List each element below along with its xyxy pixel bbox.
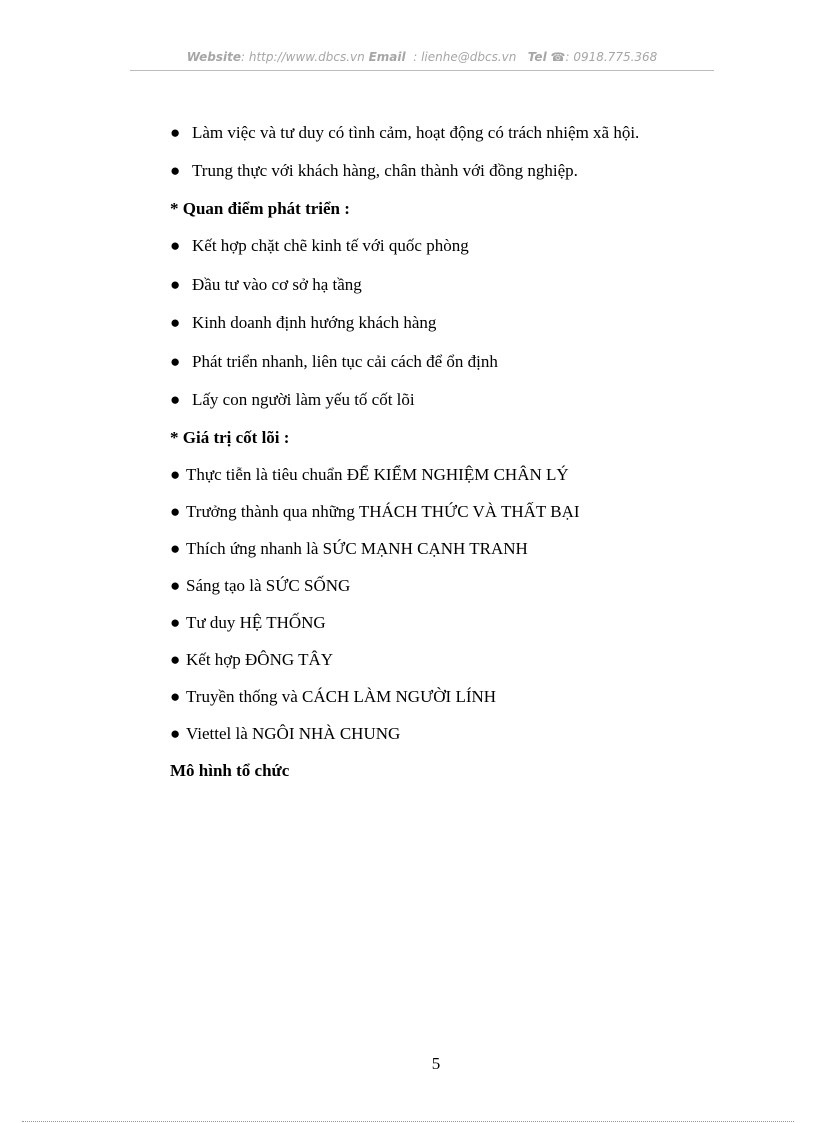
list-item: ● Phát triển nhanh, liên tục cải cách để ổn định xyxy=(170,352,498,371)
development-heading: * Quan điểm phát triển : xyxy=(170,199,350,218)
bullet-icon: ● xyxy=(170,352,181,371)
bullet-icon: ● xyxy=(170,502,181,521)
list-item: ● Đầu tư vào cơ sở hạ tầng xyxy=(170,275,362,294)
tel-value: : 0918.775.368 xyxy=(565,50,658,64)
email-value: : lienhe@dbcs.vn xyxy=(413,50,517,64)
list-item: ● Kinh doanh định hướng khách hàng xyxy=(170,313,437,332)
list-item: ● Thích ứng nhanh là SỨC MẠNH CẠNH TRANH xyxy=(170,539,528,558)
header-divider xyxy=(130,70,714,71)
bullet-icon: ● xyxy=(170,576,181,595)
bullet-icon: ● xyxy=(170,687,181,706)
bullet-icon: ● xyxy=(170,123,181,142)
list-item: ● Trung thực với khách hàng, chân thành với đồng nghiệp. xyxy=(170,161,578,180)
list-item: ● Làm việc và tư duy có tình cảm, hoạt động có trách nhiệm xã hội. xyxy=(170,123,640,142)
bullet-icon: ● xyxy=(170,539,181,558)
bullet-icon: ● xyxy=(170,313,181,332)
page-number: 5 xyxy=(431,1054,441,1073)
core-values-heading: * Giá trị cốt lõi : xyxy=(170,428,290,447)
email-label: Email xyxy=(368,50,406,64)
list-item: ● Kết hợp ĐÔNG TÂY xyxy=(170,650,334,669)
list-item: ● Thực tiễn là tiêu chuẩn ĐỂ KIỂM NGHIỆM CHÂN LÝ xyxy=(170,465,569,484)
bullet-icon: ● xyxy=(170,465,181,484)
list-item: ● Sáng tạo là SỨC SỐNG xyxy=(170,576,351,595)
phone-icon: ☎ xyxy=(550,50,566,64)
website-label: Website xyxy=(186,50,242,64)
bullet-icon: ● xyxy=(170,724,181,743)
bullet-icon: ● xyxy=(170,161,181,180)
footer-divider xyxy=(22,1121,794,1122)
list-item: ● Truyền thống và CÁCH LÀM NGƯỜI LÍNH xyxy=(170,687,497,706)
page-header xyxy=(130,50,714,64)
list-item: ● Kết hợp chặt chẽ kinh tế với quốc phòng xyxy=(170,236,469,255)
list-item: ● Tư duy HỆ THỐNG xyxy=(170,613,326,632)
bullet-icon: ● xyxy=(170,236,181,255)
org-model-heading: Mô hình tổ chức xyxy=(170,761,290,780)
list-item: ● Lấy con người làm yếu tố cốt lõi xyxy=(170,390,415,409)
website-value: : http://www.dbcs.vn xyxy=(241,50,365,64)
bullet-icon: ● xyxy=(170,275,181,294)
bullet-icon: ● xyxy=(170,613,181,632)
tel-label: Tel xyxy=(527,50,547,64)
list-item: ● Trưởng thành qua những THÁCH THỨC VÀ THẤT BẠI xyxy=(170,502,580,521)
bullet-icon: ● xyxy=(170,390,181,409)
list-item: ● Viettel là NGÔI NHÀ CHUNG xyxy=(170,724,401,743)
bullet-icon: ● xyxy=(170,650,181,669)
